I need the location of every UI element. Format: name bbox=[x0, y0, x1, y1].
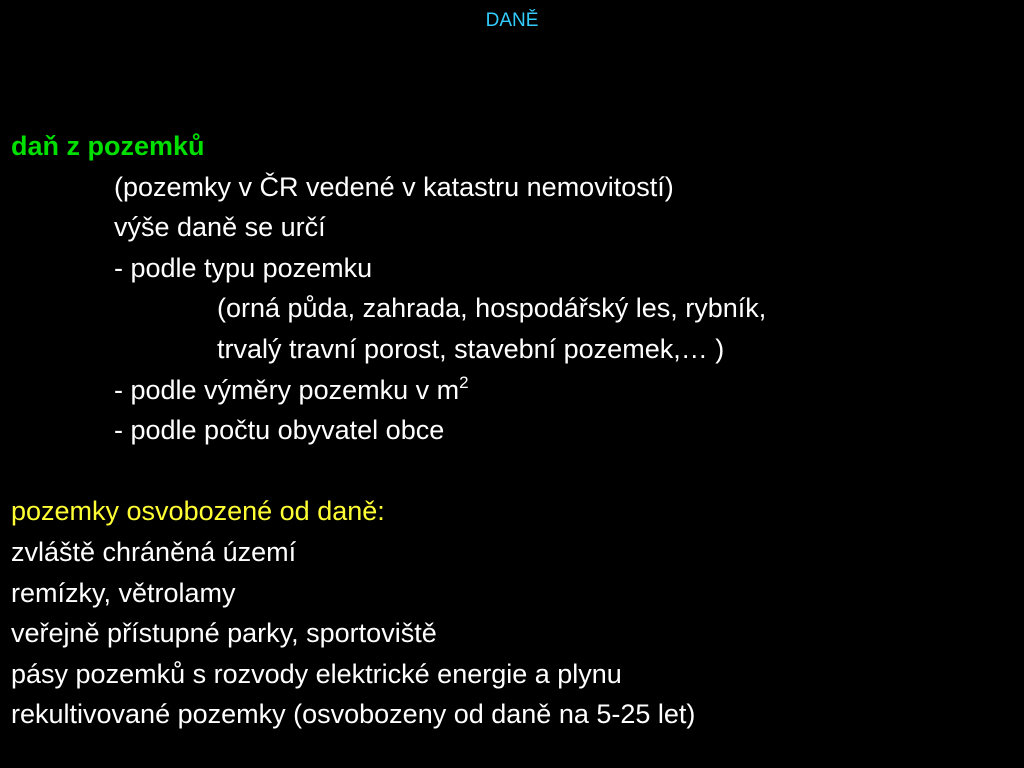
criterion-land-area-text: - podle výměry pozemku v m bbox=[114, 374, 460, 405]
slide-content bbox=[11, 126, 766, 735]
area-unit-superscript: 2 bbox=[459, 372, 469, 392]
exempt-item: remízky, větrolamy bbox=[11, 577, 236, 608]
section-spacer bbox=[11, 451, 766, 492]
exempt-item: zvláště chráněná území bbox=[11, 536, 297, 567]
tax-amount-intro: výše daně se určí bbox=[114, 212, 326, 243]
land-tax-scope: (pozemky v ČR vedené v katastru nemovitostí) bbox=[114, 171, 674, 202]
exempt-item: pásy pozemků s rozvody elektrické energie a plynu bbox=[11, 658, 622, 689]
exempt-item: rekultivované pozemky (osvobozeny od daně na 5-25 let) bbox=[11, 699, 696, 730]
land-type-examples-line-1: (orná půda, zahrada, hospodářský les, rybník, bbox=[217, 293, 767, 324]
land-tax-heading: daň z pozemků bbox=[11, 131, 205, 161]
criterion-land-type: - podle typu pozemku bbox=[114, 252, 373, 283]
exempt-item: veřejně přístupné parky, sportoviště bbox=[11, 618, 437, 649]
slide-title: DANĚ bbox=[485, 10, 539, 31]
criterion-land-area bbox=[11, 370, 766, 411]
land-type-examples-line-2: trvalý travní porost, stavební pozemek,… ) bbox=[217, 333, 725, 364]
exempt-heading: pozemky osvobozené od daně: bbox=[11, 496, 385, 527]
criterion-population: - podle počtu obyvatel obce bbox=[114, 415, 445, 446]
